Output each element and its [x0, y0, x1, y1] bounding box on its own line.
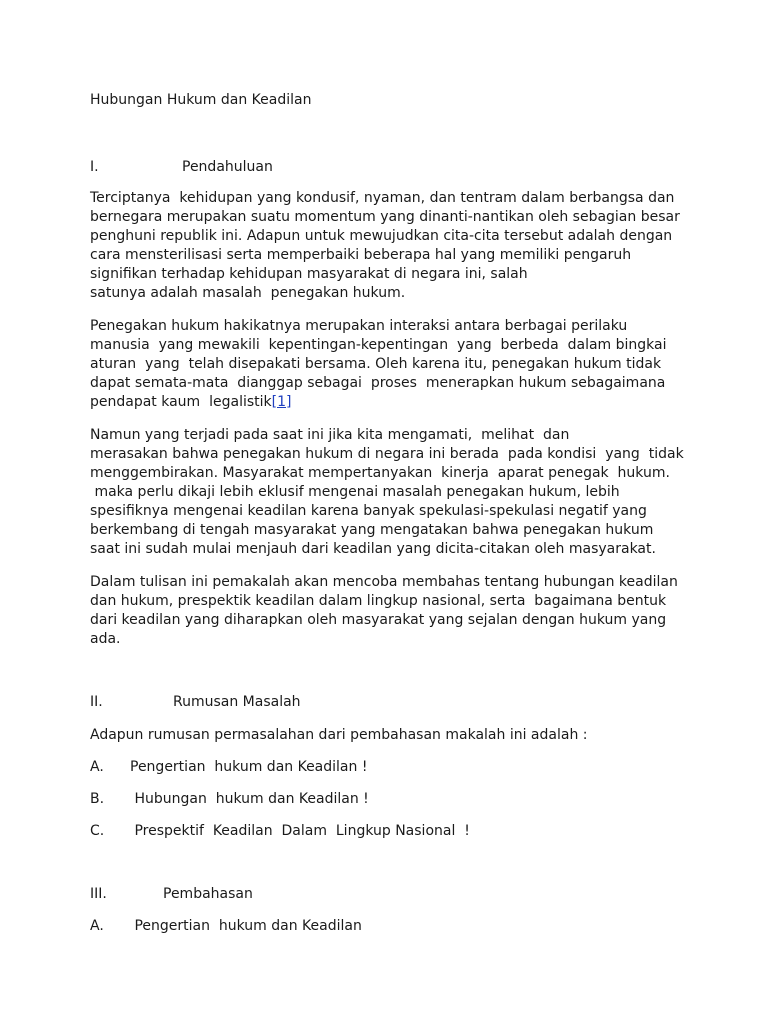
section-intro: Adapun rumusan permasalahan dari pembahasan makalah ini adalah : — [90, 727, 588, 743]
list-item-text: Pengertian hukum dan Keadilan — [130, 918, 362, 934]
paragraph-3 — [90, 426, 684, 559]
section-number: I. — [90, 159, 99, 175]
list-item — [90, 822, 680, 841]
section-number: II. — [90, 694, 103, 710]
text-line: manusia yang mewakili kepentingan-kepentingan yang berbeda dalam bingkai — [90, 337, 667, 353]
paragraph-1 — [90, 189, 680, 303]
text-line: maka perlu dikaji lebih eklusif mengenai masalah penegakan hukum, lebih — [90, 484, 620, 500]
section-title: Pendahuluan — [182, 159, 273, 175]
text-line: merasakan bahwa penegakan hukum di negara ini berada pada kondisi yang tidak — [90, 446, 684, 462]
text-line: saat ini sudah mulai menjauh dari keadilan yang dicita-citakan oleh masyarakat. — [90, 541, 656, 557]
text-line: Penegakan hukum hakikatnya merupakan interaksi antara berbagai perilaku — [90, 318, 628, 334]
section-number: III. — [90, 886, 107, 902]
text-line: cara mensterilisasi serta memperbaiki beberapa hal yang memiliki pengaruh — [90, 247, 632, 263]
list-item-letter: A. — [90, 759, 104, 775]
text-line: Dalam tulisan ini pemakalah akan mencoba membahas tentang hubungan keadilan — [90, 574, 678, 590]
text-line-with-footnote — [90, 393, 680, 412]
text-line: dapat semata-mata dianggap sebagai proses menerapkan hukum sebagaimana — [90, 375, 666, 391]
document-page — [90, 91, 684, 949]
text-line: Terciptanya kehidupan yang kondusif, nyaman, dan tentram dalam berbangsa dan — [90, 190, 675, 206]
text-line: menggembirakan. Masyarakat mempertanyakan kinerja aparat penegak hukum. — [90, 465, 670, 481]
text-line: dari keadilan yang diharapkan oleh masyarakat yang sejalan dengan hukum yang — [90, 612, 667, 628]
text-line: bernegara merupakan suatu momentum yang dinanti-nantikan oleh sebagian besar — [90, 209, 680, 225]
list-item-letter: B. — [90, 791, 105, 807]
list-item-letter: C. — [90, 823, 105, 839]
text-line: signifikan terhadap kehidupan masyarakat di negara ini, salah — [90, 266, 528, 282]
list-item-text: Prespektif Keadilan Dalam Lingkup Nasional ! — [130, 823, 470, 839]
document-title: Hubungan Hukum dan Keadilan — [90, 92, 312, 108]
text-line: spesifiknya mengenai keadilan karena banyak spekulasi-spekulasi negatif yang — [90, 503, 647, 519]
footnote-link[interactable]: [1] — [271, 394, 292, 410]
text-line: ada. — [90, 631, 121, 647]
text-line: satunya adalah masalah penegakan hukum. — [90, 285, 406, 301]
text-line: dan hukum, prespektik keadilan dalam lingkup nasional, serta bagaimana bentuk — [90, 593, 667, 609]
text-line: penghuni republik ini. Adapun untuk mewujudkan cita-cita tersebut adalah dengan — [90, 228, 673, 244]
text-line: berkembang di tengah masyarakat yang mengatakan bahwa penegakan hukum — [90, 522, 654, 538]
paragraph-4 — [90, 573, 680, 649]
section-heading-rumusan-masalah — [90, 693, 680, 712]
list-item — [90, 790, 680, 809]
section-heading-pembahasan — [90, 885, 680, 904]
section-heading-pendahuluan — [90, 158, 680, 177]
list-item-text: Hubungan hukum dan Keadilan ! — [130, 791, 369, 807]
list-item — [90, 758, 680, 777]
list-item — [90, 917, 680, 936]
text-line: aturan yang telah disepakati bersama. Oleh karena itu, penegakan hukum tidak — [90, 356, 662, 372]
text-line: Namun yang terjadi pada saat ini jika kita mengamati, melihat dan — [90, 427, 570, 443]
list-item-text: Pengertian hukum dan Keadilan ! — [130, 759, 368, 775]
section-title: Pembahasan — [163, 886, 253, 902]
paragraph-2 — [90, 317, 680, 412]
list-item-letter: A. — [90, 918, 104, 934]
section-title: Rumusan Masalah — [173, 694, 301, 710]
text-line: pendapat kaum legalistik — [90, 394, 272, 410]
